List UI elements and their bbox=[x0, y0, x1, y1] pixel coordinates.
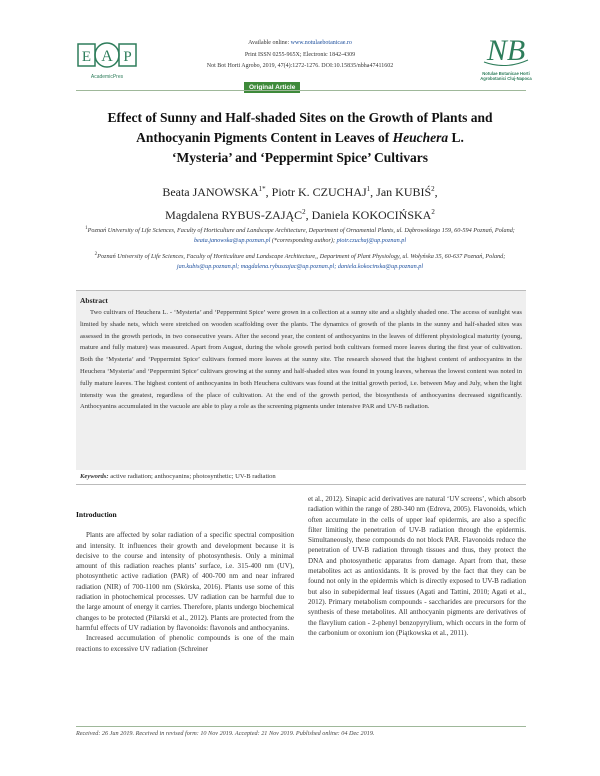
email-link[interactable]: jan.kubis@up.poznan.pl; magdalena.rybuszajac@up.poznan.pl; daniela.kokocinska@up.poznan.pl bbox=[176, 263, 424, 271]
journal-logo-line1: Notulae Botanicae Horti bbox=[482, 71, 530, 76]
publication-dates: Received: 26 Jun 2019. Received in revised form: 10 Nov 2019. Accepted: 21 Nov 2019. Published online: 04 Dec 2019. bbox=[76, 730, 375, 737]
section-heading-introduction: Introduction bbox=[76, 510, 117, 519]
journal-logo bbox=[470, 30, 542, 82]
journal-url-link[interactable]: www.notulaebotanicae.ro bbox=[290, 40, 352, 46]
article-type-badge: Original Article bbox=[244, 82, 300, 93]
email-link[interactable]: piotr.czuchaj@up.poznan.pl bbox=[336, 237, 407, 245]
abstract-heading: Abstract bbox=[80, 296, 108, 305]
author-name: Piotr K. CZUCHAJ bbox=[271, 185, 367, 199]
issn: Print ISSN 0255-965X; Electronic 1842-4309 bbox=[244, 51, 356, 58]
publisher-logo bbox=[76, 40, 138, 84]
journal-logo-icon bbox=[470, 30, 542, 66]
paragraph: Plants are affected by solar radiation of a specific spectral composition and intensity. It influences their growth and development because it is decisive to the course and intensity of photosynthesis. Only a minimal amount of this radiation reaches plants’ surface, i.e. 315-400 nm (UV), photosynthetic active radiation (PAR) of 400-700 nm and near infrared radiation (NIR) of 700-1100 nm (Skórska, 2016). Plants use some of this radiation in photochemical processes. UV radiation can be harmful due to the large amount of energy it carries. Therefore, plants undergo biochemical changes to be protected (Pilarski et al., 2012). Plants are protected from the harmful effects of UV radiation by flavonoids: flavonols and anthocyanins. bbox=[76, 531, 294, 632]
publisher-logo-icon bbox=[76, 40, 138, 74]
affiliation-1: $^1$Poznań University of Life Sciences, Faculty of Horticulture and Landscape Architecture, Department of Ornamental Plants, ul. Dąbrowskiego 159, 60-594 Poznań, Poland; beata.janowska@up.poznan.pl (*corresponding author); piotr.czuchaj@up.poznan.pl bbox=[85, 226, 515, 245]
paragraph: et al., 2012). Sinapic acid derivatives are natural ‘UV screens’, which absorb radiation within the range of 280-340 nm (Edreva, 2005). Flavonoids, which often accumulate in the cells of upper leaf epidermis, are also a specific filter limiting the penetration of UV-B radiation through the epidermis. Simultaneously, these compounds do not block PAR. Flavonoids reduce the penetration of UV-B radiation through tissues and thus, they protect the DNA and photosynthetic apparatus from damage. Apart from that, these metabolites act as antioxidants. It is proved by the fact that they can be found not only in the epidermis which is directly exposed to UV-B radiation but also in subepidermal leaf tissues (Agati and Tattini, 2010; Agati et al., 2012). Primary metabolism compounds - saccharides are precursors for the synthesis of these metabolites. All anthocyanin pigments are derivatives of the flavylium cation - 2-phenyl benzopyrylium, which occurs in the form of the carbonium or oxonium ion (Piątkowska et al., 2011). bbox=[308, 495, 526, 637]
publisher-name: AcademicPres bbox=[90, 74, 124, 80]
keywords bbox=[80, 473, 522, 480]
keywords-list: active radiation; anthocyanins; photosynthetic; UV-B radiation bbox=[110, 473, 276, 480]
author-name: Daniela KOKOCIŃSKA bbox=[311, 208, 432, 222]
available-online: Available online: www.notulaebotanicae.ro bbox=[248, 40, 352, 46]
citation: Not Bot Horti Agrobo, 2019, 47(4):1272-1276. DOI:10.15835/nbha47411602 bbox=[206, 63, 394, 69]
abstract-divider bbox=[76, 290, 526, 291]
keywords-divider bbox=[76, 484, 526, 485]
header-divider bbox=[76, 90, 526, 91]
abstract-text: Two cultivars of Heuchera L. - ‘Mysteria’ and ‘Peppermint Spice’ were grown in a collection at a sunny site and a slightly shaded one. The access of sunlight was limited by shade nets, which were stretched on wooden scaffolding over the plants. The dynamics of growth of the plants in the sunny and half-shaded sites was assessed in the growth periods, in two consecutive years. After the second year, the content of anthocyanins in the leaves of different physiological maturity (young, mature and fully mature) was measured. Apart from August, during the whole growth period both cultivars formed more leaves during the first year of cultivation. Both the ‘Mysteria’ and ‘Peppermint Spice’ cultivars formed more leaves at the sunny site. The research showed that the highest content of anthocyanins in the Heuchera ‘Mysteria’ and ‘Peppermint Spice’ cultivars growing at the sunny and half-shaded sites was found in young leaves, whereas the lowest content was noted in fully mature leaves. The highest content of anthocyanins in both Heuchera cultivars was found at the initial growth period, i.e. between May and July, when the light intensity was the greatest, regardless of the place of cultivation. At the end of the growth period, the biosynthesis of anthocyanins decreased significantly. Anthocyanins accumulated in the vacuole are able to play a role as the screening pigments under intensive PAR and UV-B radiation. bbox=[80, 309, 522, 411]
author-list: Beata $JANOWSKA^{1*}$, Piotr K. CZUCHAJ$^1$, Jan KUBIŚ$^2$, Magdalena RYBUS-ZAJĄC$^2$, Daniela KOKOCIŃSKA$^2$ bbox=[162, 185, 438, 222]
email-link[interactable]: beata.janowska@up.poznan.pl bbox=[193, 237, 271, 245]
affiliation-2: $^2$Poznań University of Life Sciences, Faculty of Horticulture and Landscape Architecture,, Department of Plant Physiology, ul. Wołyńska 35, 60-637 Poznań, Poland; jan.kubis@up.poznan.pl; magdalena.rybuszajac@up.poznan.pl; daniela.kokocinska@up.poznan.pl bbox=[94, 252, 506, 271]
journal-logo-line2: Agrobotanici Cluj-Napoca bbox=[480, 76, 532, 81]
keywords-label: Keywords: bbox=[80, 473, 109, 480]
svg-text:E: E bbox=[81, 49, 92, 65]
author-name: Beata JANOWSKA bbox=[162, 185, 259, 199]
body-column-left bbox=[76, 494, 294, 654]
body-column-right bbox=[308, 494, 526, 638]
article-title: Effect of Sunny and Half-shaded Sites on the Growth of Plants and Anthocyanin Pigments Content in Leaves of Heuchera L. ‘Mysteria’ and ‘Peppermint Spice’ Cultivars bbox=[107, 110, 493, 165]
footer-divider bbox=[76, 726, 526, 727]
author-name: Magdalena RYBUS-ZAJĄC bbox=[165, 208, 303, 222]
svg-text:P: P bbox=[123, 49, 132, 65]
author-name: Jan KUBIŚ bbox=[376, 185, 432, 199]
svg-text:NB: NB bbox=[486, 34, 526, 66]
paragraph: Increased accumulation of phenolic compounds is one of the main reactions to excessive UV radiation (Schreiner bbox=[76, 634, 294, 653]
journal-info bbox=[180, 38, 420, 73]
svg-text:A: A bbox=[101, 48, 113, 65]
